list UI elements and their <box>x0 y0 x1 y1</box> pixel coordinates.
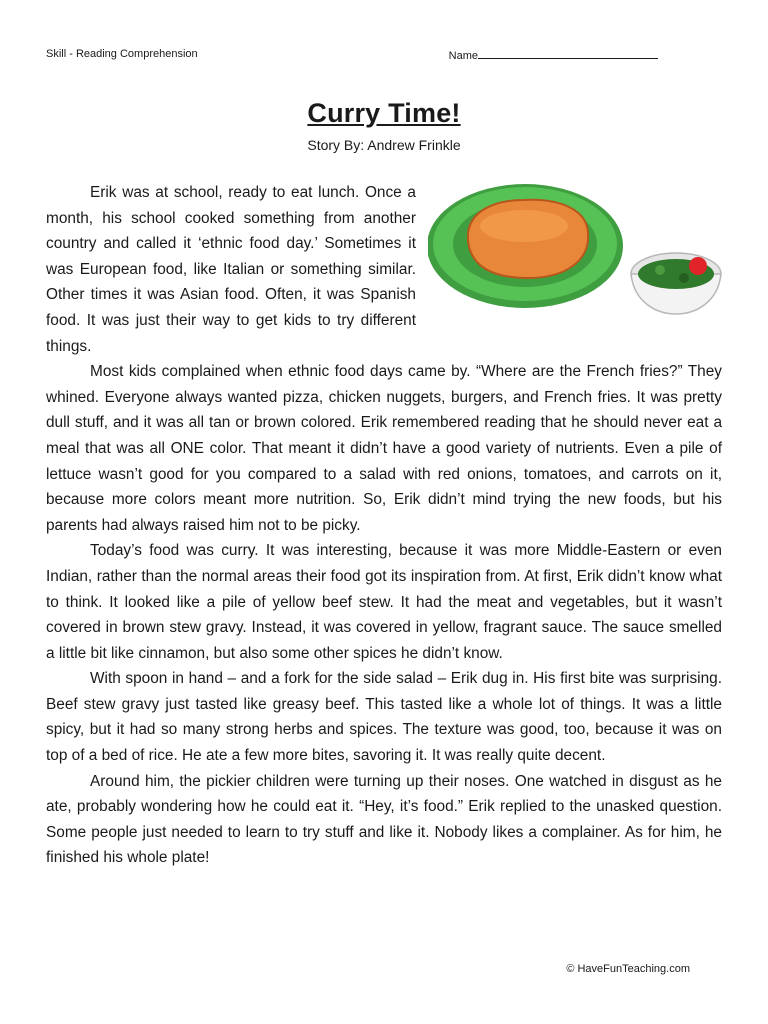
story-paragraph-3: Today’s food was curry. It was interesting, because it was more Middle-Eastern or even Indian, rather than the normal areas their food got its inspiration from. At first, Erik didn’t know what to think. It looked like a pile of yellow beef stew. It had the meat and vegetables, but it wasn’t covered in brown stew gravy. Instead, it was covered in yellow, fragrant sauce. The sauce smelled a little bit like cinnamon, but also some other spices he didn’t know. <box>46 542 722 662</box>
name-blank-line[interactable] <box>478 48 658 59</box>
story-title: Curry Time! <box>307 98 461 128</box>
story-paragraph-4: With spoon in hand – and a fork for the side salad – Erik dug in. His first bite was surprising. Beef stew gravy just tasted like greasy beef. This tasted like a whole lot of things. It was a little spicy, but it had so many strong herbs and spices. The texture was good, too, because it was on top of a bed of rice. He ate a few more bites, savoring it. It was really quite decent. <box>46 670 722 765</box>
name-label: Name <box>448 50 478 62</box>
story-body <box>46 180 722 871</box>
worksheet-header <box>46 48 658 62</box>
story-byline: Story By: Andrew Frinkle <box>307 137 461 153</box>
story-paragraph-1: Erik was at school, ready to eat lunch. Once a month, his school cooked something from another country and called it ‘ethnic food day.’ Sometimes it was European food, like Italian or something similar. Other times it was Asian food. Often, it was Spanish food. It was just their way to get kids to try different things. <box>46 184 416 355</box>
story-paragraph-2: Most kids complained when ethnic food days came by. “Where are the French fries?” They whined. Everyone always wanted pizza, chicken nuggets, burgers, and French fries. It was pretty dull stuff, and it was all tan or brown colored. Erik remembered reading that he should never eat a meal that was all ONE color. That meant it didn’t have a good variety of nutrients. Even a pile of lettuce wasn’t good for you compared to a salad with red onions, tomatoes, and carrots on it, because more colors meant more nutrition. So, Erik didn’t mind trying the new foods, but his parents had always raised him not to be picky. <box>46 363 722 534</box>
greens-leaf <box>655 265 665 275</box>
skill-label: Skill - Reading Comprehension <box>46 48 198 60</box>
curry-highlight <box>480 210 568 242</box>
copyright-footer: © HaveFunTeaching.com <box>566 963 690 975</box>
name-field[interactable] <box>449 48 658 62</box>
story-paragraph-5: Around him, the pickier children were turning up their noses. One watched in disgust as he ate, probably wondering how he could eat it. “Hey, it’s food.” Erik replied to the unasked question. Some people just needed to learn to try stuff and like it. Nobody likes a complainer. As for him, he finished his whole plate! <box>46 772 722 867</box>
curry-plate-and-bowl-icon <box>428 174 728 324</box>
red-pepper <box>689 257 707 275</box>
greens-leaf <box>679 273 689 283</box>
